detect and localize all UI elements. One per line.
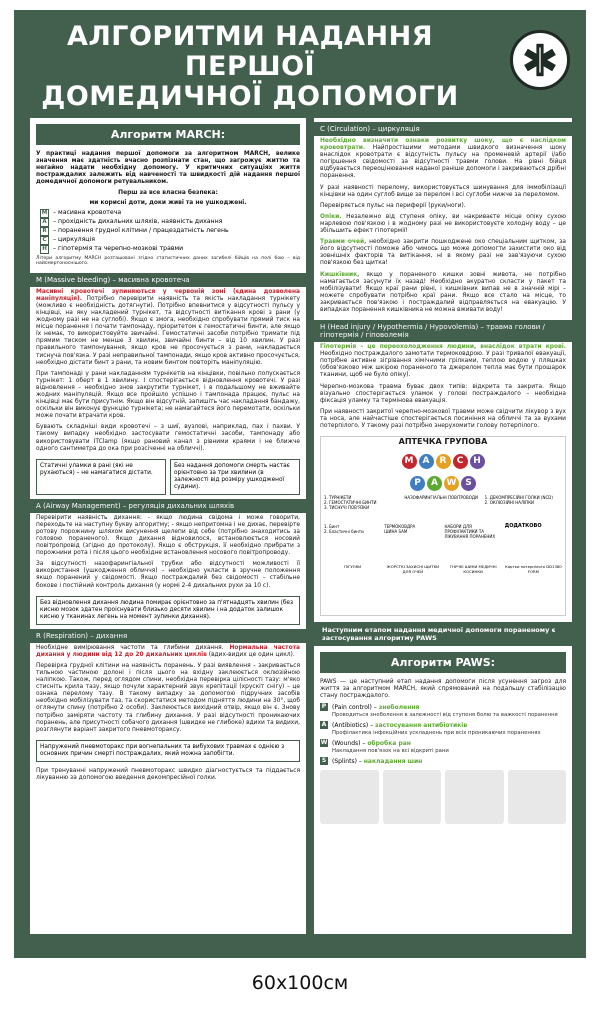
paws-item: W (Wounds) – обробка ран [320,739,411,747]
r-paragraph-3: При тренуванні напружений пневмоторакс швидко діагностується та піддається лікуванню за допомогою введення декомпресійної голки. [36,767,300,781]
paws-header: Алгоритм PAWS: [320,652,566,673]
m-paragraph-1: Масивні кровотечі зупиняються у червоній зоні (єдина дозволена маніпуляція). Потрібно перевірити наявність та якість накладання турнікету (можливо є необхідність дотягнути). Потрібно впевнитися у відсутності пульсу у кінцівці, на яку накладений турнікет, та відсутності витікання крові з рани (у жодному разі не на суглобі). Якщо є змога, необхідно спробувати прямий тиск на місце поранення і почати тампонаду, пріоритетом є гемостатичні бинти, але якщо їх немає, то використовуйте звичайні. Гемостатичні засоби потрібно тримати під прямим тиском не менше 3 хвилин, звичайні бинти – від 10 хвилин. У разі правильного тампонування, якщо кров не просочується з рани, накладається тиснуча пов'язка. У разі неправильної тампонади, якщо кров активно просочується, необхідно дістати бинт з рани, та новим бинтом повторіть маніпуляцію. [36,288,301,366]
kit-letter: C [453,454,468,469]
paws-item: A (Antibiotics) – застосування антибіотиків [321,721,468,729]
a-paragraph-1: Перевірити наявність дихання: - якщо людина свідома і може говорити, переходьте на наступну букву алгоритму; - якщо непритомна і не дихає, перевірте ротову порожнину шляхом висунення щелепи від себе (потрібно знаходитись за головою пораненого). Якщо дихання відновилося, встановлюється носовий повітропровід (згідно до протоколу). Якщо є обструкція, її необхідно прибрати з порожнини рота і після цього необхідне встановлення носового повітропроводу. [36,514,300,557]
paws-item: P (Pain control) – знеболення [321,703,420,711]
title-line-1: АЛГОРИТМИ НАДАННЯ ПЕРШОЇ [66,21,434,82]
march-first: Перш за все власна безпека: [118,190,218,197]
c-paragraph-4: Опіки. Незалежно від ступеня опіку, ви накриваєте місце опіку сухою марлевою пов'язкою і в жодному разі не використовуєте холодну воду – це збільшить ефект гіпотермії! [320,213,567,235]
c-paragraph-1: Необхідно визначити ознаки розвитку шоку, що є наслідком крововтрати. Найпростішими методами швидкого визначення шоку внаслідок кровотрати є відсутність пульсу на променевій артерії і/або погіршення свідомості за відсутності травми голови. На рівні бійця відбувається переоцінювання наданої раніше допомоги і закриваються дрібні поранення. [320,138,566,180]
r-paragraph-1: Необхідне вимірювання частоти та глибини дихання. Нормальна частота дихання у людини від 12 до 20 дихальних циклів (вдих-видих це один цикл). [36,644,301,658]
m-header: M (Massive bleeding) – масивна кровотеча [30,273,306,287]
m-paragraph-3: Бувають складніші види кровотечі – з шиї, вузлові, наприклад, пах і пахви. У такому випадку необхідно застосувати гемостатичні засоби, тампонаду або використовувати ITClamp (якщо рановий канал з рівними краями і не ближче одного сантиметра до ока при розсіченні на обличчі). [36,424,300,452]
r-header: R (Respiration) – дихання [30,629,306,643]
c-paragraph-6: Кишківник, якщо у пораненого кишки зовні живота, не потрібно намагається засунути їх назад! Необхідно акуратно скласти у пакет та мобілізувати! Якщо краї рани рівні, і кишківник випав не в значній мірі – можете спробувати потрібно краї рани. Якщо все стало на місце, то закривається пов'язкою і постраждалий відправляється на евакуацію. У випадках поранення кишківника не можна вживати воду! [320,271,566,313]
march-header: Алгоритм MARCH: [36,124,300,145]
march-first-2: ми корисні доти, доки живі та не ушкоджені. [89,199,247,206]
h-paragraph-2: Черепно-мозкова травма буває двох типів: відкрита та закрита. Якщо візуально спостерігається уламок у голові постраждалого – необхідна фіксація уламку та термінова евакуація. [320,383,566,404]
r-info-box: Напружений пневмоторакс при вогнепальних та вибухових травмах є однією з основних причин смерті постраждалих, який можна запобігти. [36,740,300,762]
march-item: C – циркуляція [30,236,306,245]
c-paragraph-2: У разі наявності перелому, використовується шинування для іммобілізації кінцівки на один суглоб вище за перелом і всі суглоби нижче за переломом. [320,184,566,198]
march-item: R – поранення грудної клітини / працездатність легень [30,227,306,236]
m-info-box-1: Статичні уламки в рані (які не рухаються) – не намагатися дістати. [36,459,166,495]
right-column [314,118,572,934]
paws-list: P (Pain control) – знеболення Проводиться знеболення в залежності від ступеня болю та важкості поранення A (Antibiotics) – застосування антибіотиків Профілактика інфекційних ускладнень при всіх проникаючих пораненнях W (Wounds) – обробка ран Накладання пов'язок на всі відкриті рани S (Splints) – накладання шин [314,702,572,766]
march-list [30,209,306,254]
march-note: Літери алгоритму MARCH розташовані згідно статистичних даних загибелі бійців на полі бою – від найсмертоноснішого. [36,255,300,267]
kit-letter: W [444,476,459,491]
march-item: H – гіпотермія та черепно-мозкові травми [30,245,306,254]
m-info-boxes [36,459,300,495]
illustration-bandage-icon [445,770,504,824]
kit-title: АПТЕЧКА ГРУПОВА [398,437,488,447]
kit-paws-letters [321,470,565,491]
march-intro: У практиці надання першої допомоги за алгоритмом MARCH, велике значення має здатність вчасно розпізнати стан, що загрожує життю та негайно надати необхідну допомогу. У критичних ситуаціях життя постраждалих залежить від навченості та швидкості дій надання першої домедичної допомоги ретувальником. [36,151,300,186]
left-column [30,118,306,934]
march-item: M – масивна кровотеча [41,209,122,217]
next-stage-band: Наступним етапом надання медичної допомоги пораненому є застосування алгоритму PAWS [314,622,572,646]
poster-size-label: 60х100см [251,972,349,994]
c-paragraph-5: Травми очей, необхідно закрити пошкоджене око спеціальним щитком, за його відсутності поможе або чимось що може допомогти захистити око від зовнішніх факторів та витікання, ні в якому разі не зав'язуючи сухою пов'язкою без щитка! [320,239,566,267]
r-paragraph-2: Перевірка грудної клітини на наявність поранень. У разі виявлення – закривається тильною частиною долоні і після цього на вхідну заклеюється оклюзійною наліпкою. Також, перед оглядом спини, необхідна перевірка цілісності тазу: м'яко стисніть крила тазу, якщо почули характерний звук крепітації (хрускіт снігу) – це ознака перелому тазу. В такому випадку за допомогою підручних засобів необхідно мобілізувати таз, та скористатися методом підняття людини на 30°, щоб оглянути спину (потрібно 2 особи). Заклеюється вихідний отвір, якщо він є. Знову потрібно заміряти частоту та глибину дихання. У разі відсутності проникаючих поранень, але присутності собачого дихання (швидке не глибоке) вдихи та видихи, розглянути варіант закритого пневмотораксу. [36,662,300,733]
h-header: H (Head injury / Hypothermia / Hypovolemia) – травма голови / гіпотермія / гіповолемія [314,320,572,342]
kit-letter: S [461,476,476,491]
kit-letter: P [410,476,425,491]
h-paragraph-1: Гіпотермія – це переохолодження людини, внаслідок втрати крові. Необхідно постраждалого замотати термоковдрою. У разі тривалої евакуації, потрібне активне зігрівання хімічними грілками, теплою водою у пляшках (обов'язково між шкірою пораненого та джерелом тепла має бути прошарок тканини, щоб не було опіку). [320,344,566,379]
illustration-pill-icon [320,770,379,824]
kit-list-row-3: ПІГУЛКИ ЖОРСТКІ ЗАХИСНІ ЩИТКИ ДЛЯ ОЧЕЙ ГНУЧКІ ШИНИ МЕДИЧНІ КОСИНКИ Картки потерпілого DD1380 FORM [344,564,562,574]
paws-illustrations [314,766,572,828]
kit-list-row-1: 1. ТУРНІКЕТИ 2. ГЕМОСТАТИЧНІ БИНТИ 3. ТИСНУЧІ ПОВ'ЯЗКИ НАЗОФАРИНГІАЛЬНІ ПОВІТРОВОДИ 1. ДЕКОМПРЕСІЙНІ ГОЛКИ (NCD) 2. ОКЛЮЗІЙНІ НАЛІПКИ [324,495,553,511]
kit-letter: H [470,454,485,469]
group-first-aid-kit [320,436,566,616]
title-line-2: ДОМЕДИЧНОЇ ДОПОМОГИ [41,81,459,112]
m-paragraph-2: При тампонаді у рани накладанням турнікетів на кінцівки, повільно попускається турнікет: 1 оберт в 1 хвилину. І спостерігається відновлення кровотечі. У разі відновлення – необхідно знов закрутити турнікет, і в подальшому не вживайте жодних маніпуляцій. Якщо все пройшло успішно і тампонада працює, пульс на кінцівці має бути присутнім. Якщо він відсутній, запишіть час накладання бандажу, оскільки він виконує функцію турнікета; не намагайтеся його перемотати, оскільки може почати втрачати кров. [36,370,300,420]
a-header: A (Airway Management) – регуляція дихальних шляхів [30,499,306,513]
h-paragraph-3: При наявності закритої черепно-мозкової травми може свідчити лікувор з вух та носа, але найчастіше спостерігається посиніння на обличчі та за вухами потерпілого. У такому разі потрібно знерухомити голову потерпілого. [320,408,566,429]
kit-list-row-2: 1. Бинт 2. Еластичні бинти ТЕРМОКОВДРА ШИНА SAM НАБОРИ ДЛЯ ПРОФІЛАКТИКИ ТА ЛІКУВАННЯ ПОРАНЕНИХ ДОДАТКОВО [324,523,542,540]
page-title [20,22,480,112]
c-header: C (Circulation) – циркуляція [314,122,572,136]
kit-letter: R [436,454,451,469]
kit-letter: A [419,454,434,469]
illustration-syringe-icon [383,770,442,824]
paws-intro: PAWS — це наступний етап надання допомоги після усунення загроз для життя за алгоритмом MARCH, який спрямований на подальшу стабілізацію стану постраждалого. [320,679,566,700]
kit-letter: A [427,476,442,491]
kit-march-letters [321,448,565,469]
m-info-box-2: Без надання допомоги смерть настає орієнтовно за три хвилини (в залежності від розміру ушкодженої судини). [170,459,300,495]
c-paragraph-3: Перевіряється пульс на периферії (руки/ноги). [320,202,466,209]
paws-item: S (Splints) – накладання шин [321,757,423,765]
march-item: A – прохідність дихальних шляхів, наявність дихання [30,218,306,227]
a-info-box: Без відновлення дихання людина помирає орієнтовно за п'ятнадцять хвилин (без кисню мозок здатен проіснувати близько десяти хвилин і на додаток залишок кисню у тканинах легень на момент зупинки дихання). [36,596,300,625]
star-of-life-icon [510,30,570,90]
a-paragraph-2: За відсутності назофарингіальної трубки або відсутності можливості її використання (ушкодження обличчя) – необхідно укласти в зручне положення якщо поранений у свідомості. Якщо постраждалий без свідомості – стабільне бокове і постійний контроль дихання (у нормі 2-4 дихальних рухи за 10 с). [36,561,300,589]
illustration-splint-icon [508,770,567,824]
kit-letter: M [402,454,417,469]
